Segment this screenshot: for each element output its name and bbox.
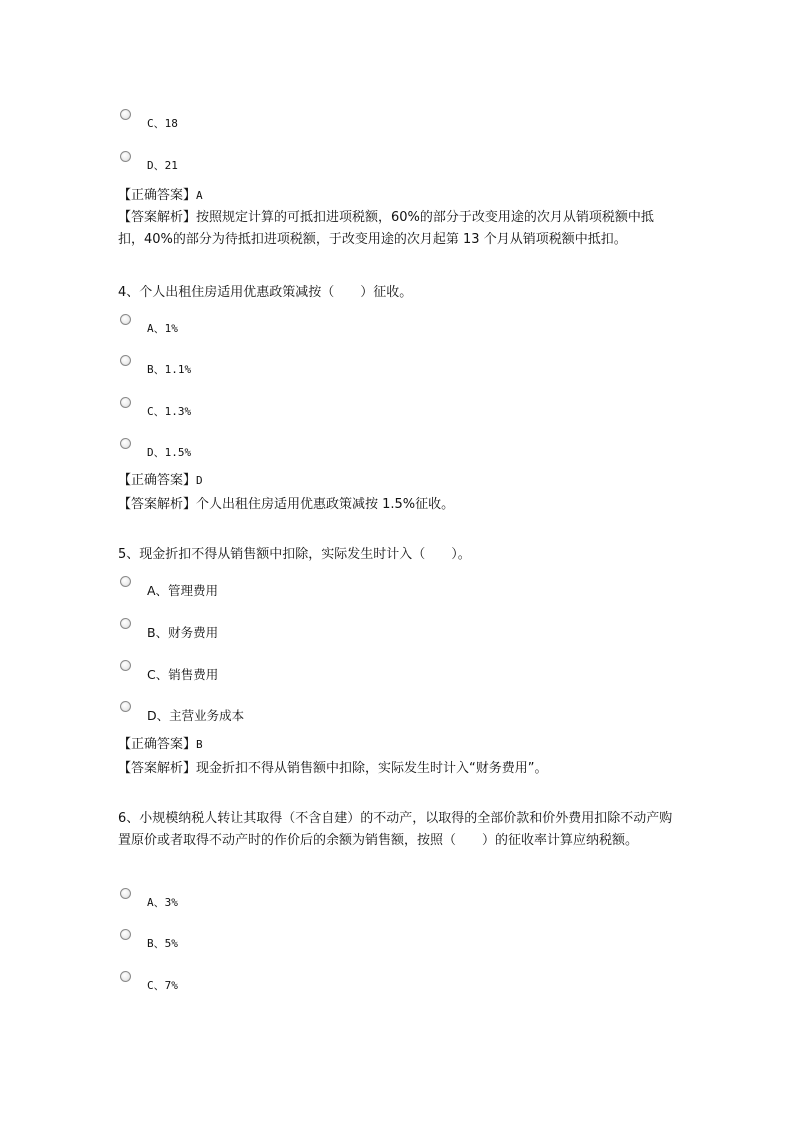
q3-explanation: 【答案解析】按照规定计算的可抵扣进项税额，60%的部分于改变用途的次月从销项税额中抵扣，40%的部分为待抵扣进项税额，于改变用途的次月起第 13 个月从销项税额中抵扣。 xyxy=(118,210,654,247)
answer-label: 【正确答案】 xyxy=(118,737,197,752)
q4-explanation: 【答案解析】个人出租住房适用优惠政策减按 1.5%征收。 xyxy=(118,497,455,512)
q5-explanation: 【答案解析】现金折扣不得从销售额中扣除，实际发生时计入“财务费用”。 xyxy=(118,761,548,776)
radio-icon[interactable] xyxy=(120,701,131,712)
answer-label: 【正确答案】 xyxy=(118,188,197,203)
q5-question: 5、现金折扣不得从销售额中扣除，实际发生时计入（ ）。 xyxy=(118,547,471,562)
q3-correct-answer xyxy=(118,185,678,207)
q4-correct-answer xyxy=(118,470,678,492)
radio-icon[interactable] xyxy=(120,660,131,671)
q5-correct-answer xyxy=(118,734,678,756)
option-label: A、1% xyxy=(147,322,178,335)
option-label: A、3% xyxy=(147,896,178,909)
answer-value: D xyxy=(196,474,203,487)
option-label: D、21 xyxy=(147,159,178,172)
option-label: C、7% xyxy=(147,979,178,992)
q6-question: 6、小规模纳税人转让其取得（不含自建）的不动产，以取得的全部价款和价外费用扣除不动产购置原价或者取得不动产时的作价后的余额为销售额，按照（ ）的征收率计算应纳税额。 xyxy=(118,811,673,848)
radio-icon[interactable] xyxy=(120,438,131,449)
option-label: C、18 xyxy=(147,117,178,130)
radio-icon[interactable] xyxy=(120,109,131,120)
option-label: B、1.1% xyxy=(147,363,192,376)
radio-icon[interactable] xyxy=(120,151,131,162)
answer-value: A xyxy=(196,189,203,202)
radio-icon[interactable] xyxy=(120,971,131,982)
answer-value: B xyxy=(196,738,203,751)
radio-icon[interactable] xyxy=(120,397,131,408)
option-label: C、1.3% xyxy=(147,405,192,418)
q4-question: 4、个人出租住房适用优惠政策减按（ ）征收。 xyxy=(118,285,413,300)
option-label: A、管理费用 xyxy=(147,583,219,598)
radio-icon[interactable] xyxy=(120,355,131,366)
option-label: B、财务费用 xyxy=(147,625,219,640)
option-label: B、5% xyxy=(147,937,178,950)
radio-icon[interactable] xyxy=(120,929,131,940)
option-label: D、1.5% xyxy=(147,446,192,459)
radio-icon[interactable] xyxy=(120,888,131,899)
answer-label: 【正确答案】 xyxy=(118,473,197,488)
radio-icon[interactable] xyxy=(120,618,131,629)
option-label: D、主营业务成本 xyxy=(147,708,245,723)
radio-icon[interactable] xyxy=(120,576,131,587)
radio-icon[interactable] xyxy=(120,314,131,325)
option-label: C、销售费用 xyxy=(147,667,219,682)
